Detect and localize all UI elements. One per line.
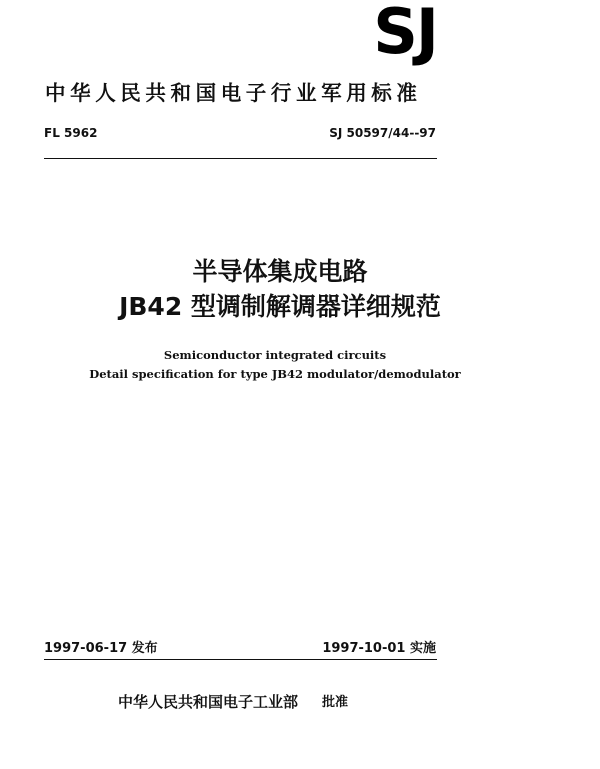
approving-authority: 中华人民共和国电子工业部 [118, 693, 299, 711]
publish-date: 1997-06-17 发布 [44, 641, 158, 656]
title-en-line2: Detail specification for type JB42 modulator/demodulator [89, 367, 461, 381]
approve-label: 批准 [322, 695, 349, 710]
title-cn-line2: JB42 型调制解调器详细规范 [119, 292, 441, 321]
standard-name: 中华人民共和国电子行业军用标准 [45, 81, 422, 105]
title-cn-line1: 半导体集成电路 [192, 257, 368, 286]
header-divider [44, 158, 437, 159]
sj-standard-code: SJ 50597/44--97 [329, 126, 436, 140]
footer-divider [44, 659, 437, 660]
implement-date: 1997-10-01 实施 [322, 641, 436, 656]
title-en-line1: Semiconductor integrated circuits [163, 348, 387, 362]
fl-code: FL 5962 [44, 126, 98, 140]
sj-logo: SJ [373, 0, 437, 68]
